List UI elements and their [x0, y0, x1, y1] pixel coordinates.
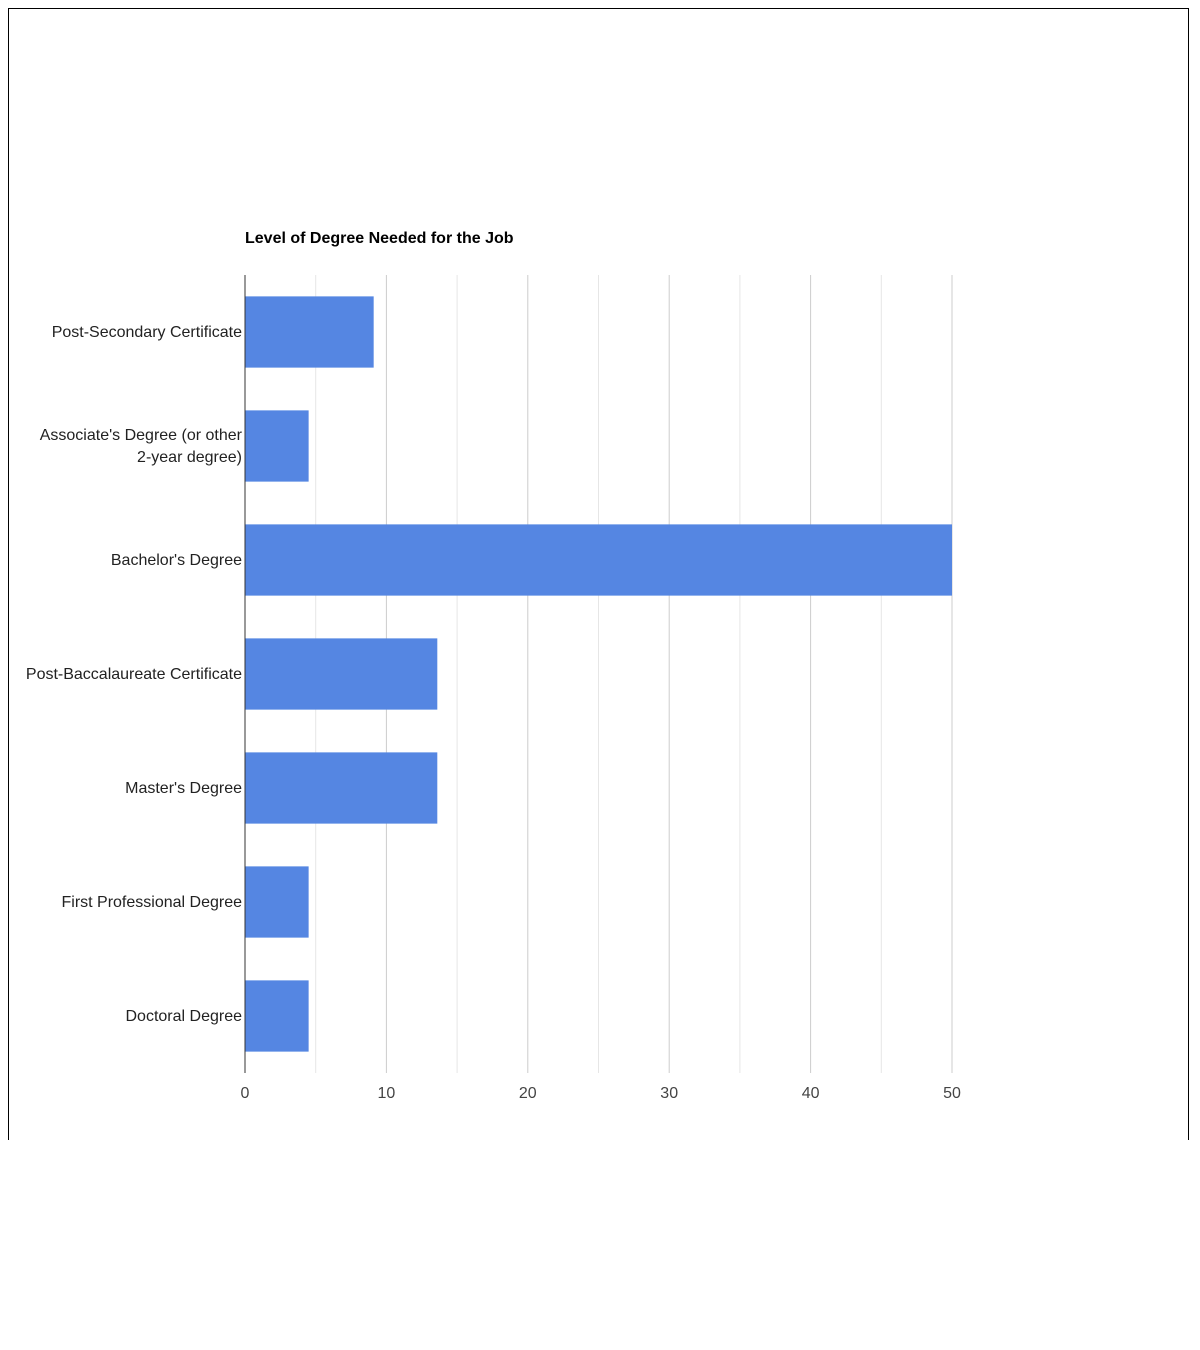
category-label-line: Doctoral Degree: [125, 1008, 242, 1025]
bar: [245, 638, 437, 709]
bar: [245, 296, 374, 367]
x-tick-label: 30: [660, 1085, 679, 1102]
category-label-line: Associate's Degree (or other: [39, 427, 242, 444]
category-label-line: Post-Baccalaureate Certificate: [25, 666, 242, 683]
bar: [245, 410, 309, 481]
chart-title: Level of Degree Needed for the Job: [245, 230, 514, 247]
category-label: [52, 324, 242, 341]
category-label: [111, 552, 242, 569]
bar: [245, 866, 309, 937]
category-label-line: Master's Degree: [125, 780, 242, 797]
x-tick-label: 40: [801, 1085, 820, 1102]
bar: [245, 980, 309, 1051]
category-label: [126, 1008, 243, 1025]
x-tick-label: 0: [240, 1085, 250, 1102]
x-tick-label: 20: [518, 1085, 537, 1102]
x-axis-ticks: [241, 1085, 961, 1102]
category-label-line: 2-year degree): [137, 449, 242, 466]
bar: [245, 752, 437, 823]
category-label: [61, 894, 242, 911]
category-label-line: First Professional Degree: [61, 894, 242, 911]
category-label: [40, 427, 243, 466]
x-tick-label: 50: [943, 1085, 961, 1102]
category-label-line: Post-Secondary Certificate: [51, 324, 242, 341]
category-label: [125, 780, 242, 797]
bar: [245, 524, 952, 595]
category-label: [26, 666, 242, 683]
category-label-line: Bachelor's Degree: [110, 552, 242, 569]
category-labels: [26, 324, 243, 1025]
x-tick-label: 10: [377, 1085, 396, 1102]
